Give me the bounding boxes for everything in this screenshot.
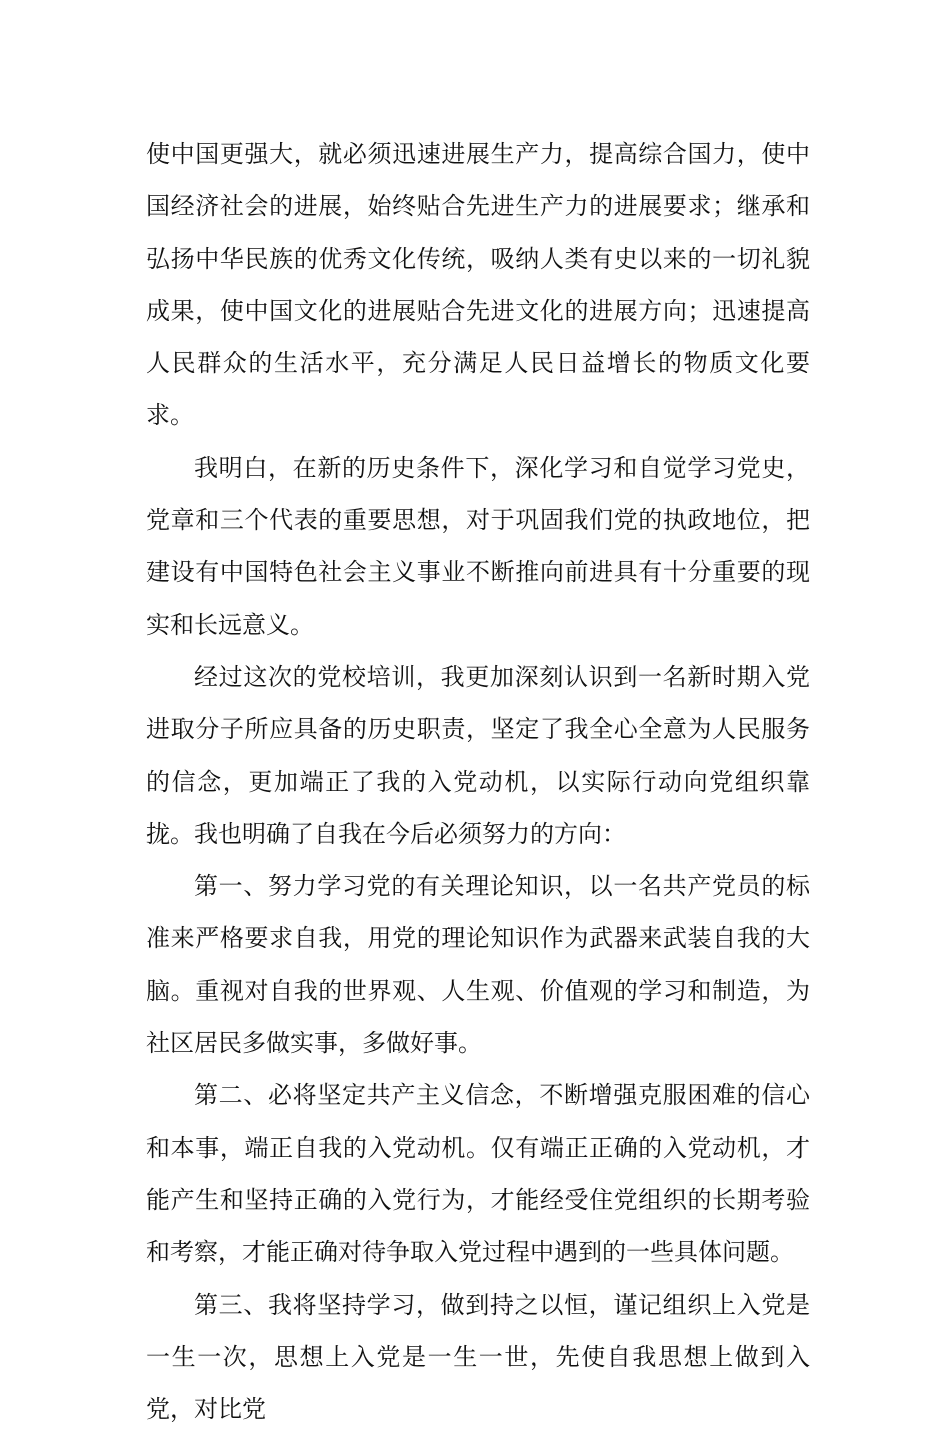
paragraph-6: 第三、我将坚持学习，做到持之以恒，谨记组织上入党是一生一次，思想上入党是一生一世，先使自我思想上做到入党，对比党 [146, 1290, 810, 1424]
document-body [146, 128, 810, 1435]
paragraph-3: 经过这次的党校培训，我更加深刻认识到一名新时期入党进取分子所应具备的历史职责，坚定了我全心全意为人民服务的信念，更加端正了我的入党动机，以实际行动向党组织靠拢。我也明确了自我在今后必须努力的方向： [146, 662, 810, 848]
paragraph-5: 第二、必将坚定共产主义信念，不断增强克服困难的信心和本事，端正自我的入党动机。仅有端正正确的入党动机，才能产生和坚持正确的入党行为，才能经受住党组织的长期考验和考察，才能正确对待争取入党过程中遇到的一些具体问题。 [146, 1081, 810, 1267]
paragraph-1: 使中国更强大，就必须迅速进展生产力，提高综合国力，使中国经济社会的进展，始终贴合先进生产力的进展要求；继承和弘扬中华民族的优秀文化传统，吸纳人类有史以来的一切礼貌成果，使中国文化的进展贴合先进文化的进展方向；迅速提高人民群众的生活水平，充分满足人民日益增长的物质文化要求。 [146, 140, 810, 430]
paragraph-4: 第一、努力学习党的有关理论知识，以一名共产党员的标准来严格要求自我，用党的理论知识作为武器来武装自我的大脑。重视对自我的世界观、人生观、价值观的学习和制造，为社区居民多做实事，多做好事。 [146, 872, 810, 1058]
paragraph-2: 我明白，在新的历史条件下，深化学习和自觉学习党史，党章和三个代表的重要思想，对于巩固我们党的执政地位，把建设有中国特色社会主义事业不断推向前进具有十分重要的现实和长远意义。 [146, 453, 810, 639]
